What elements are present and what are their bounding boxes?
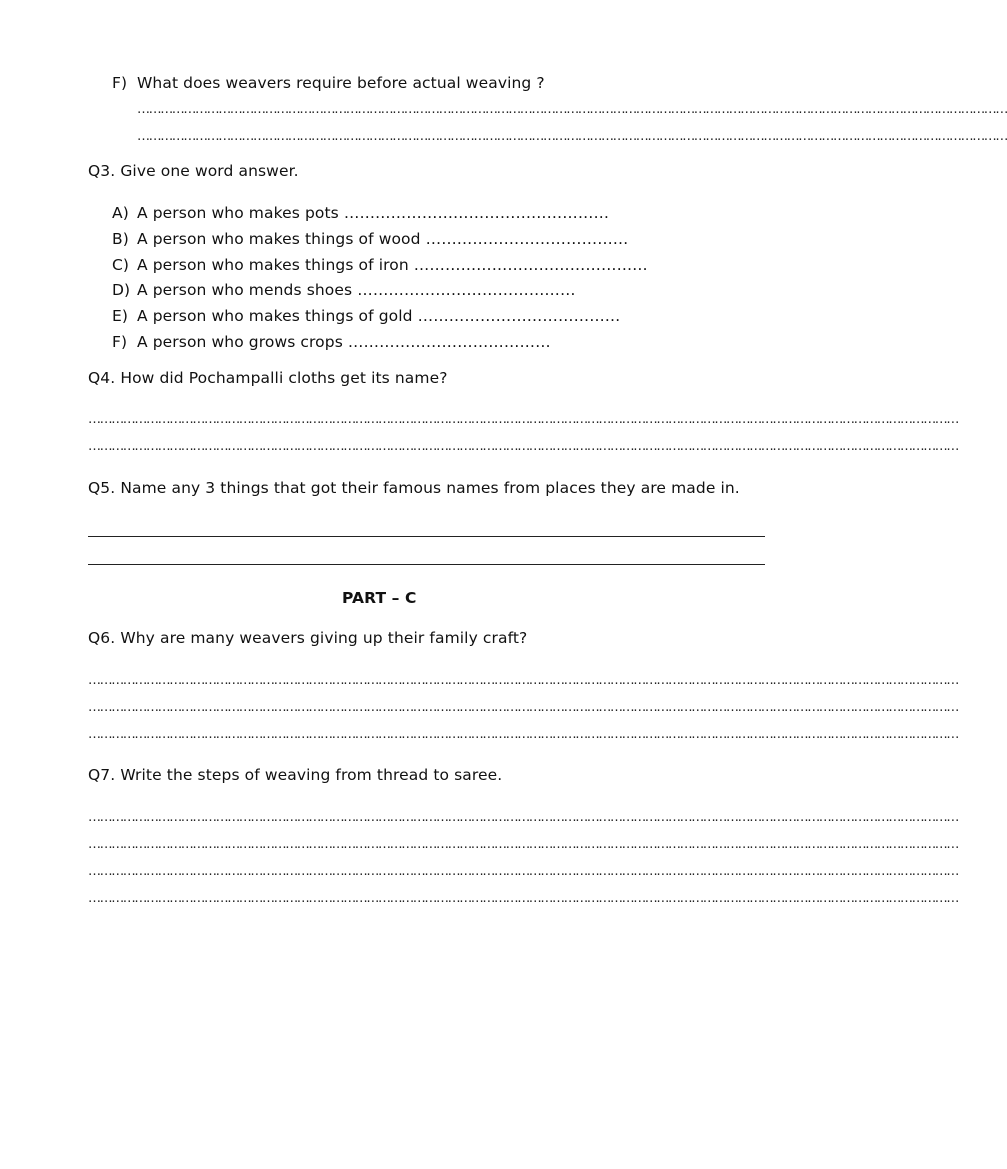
q7-title: Q7. Write the steps of weaving from thread to saree. <box>88 766 503 784</box>
q2f-label: F) <box>112 74 128 92</box>
q5-answer-line-1[interactable] <box>88 536 765 537</box>
q3-item-label: F) <box>112 333 128 351</box>
q5-answer-line-2[interactable] <box>88 564 765 565</box>
q4-answer-line-1[interactable]: ……………………………………………………………………………………………………………………………………………………………………………………………………… <box>88 412 959 427</box>
q3-item-text[interactable]: A person who grows crops ………………………………… <box>137 333 551 351</box>
q3-item-label: E) <box>112 307 129 325</box>
q3-item-text[interactable]: A person who makes things of wood ………………………………… <box>137 230 629 248</box>
q6-title: Q6. Why are many weavers giving up their family craft? <box>88 629 528 647</box>
q3-item-text[interactable]: A person who makes things of iron ……………………………………… <box>137 256 648 274</box>
q3-item-text[interactable]: A person who makes pots …………………………………………… <box>137 204 610 222</box>
q3-item-label: C) <box>112 256 130 274</box>
q3-title: Q3. Give one word answer. <box>88 162 299 180</box>
q3-item-label: D) <box>112 281 131 299</box>
q4-answer-line-2[interactable]: ……………………………………………………………………………………………………………………………………………………………………………………………………… <box>88 439 959 454</box>
q2f-answer-line-2[interactable]: ……………………………………………………………………………………………………………………………………………………………………………………………………… <box>137 129 1007 144</box>
part-c-heading: PART – C <box>342 589 417 607</box>
q6-answer-line-3[interactable]: ……………………………………………………………………………………………………………………………………………………………………………………………………… <box>88 727 959 742</box>
q7-answer-line-2[interactable]: ……………………………………………………………………………………………………………………………………………………………………………………………………… <box>88 837 959 852</box>
q7-answer-line-4[interactable]: ……………………………………………………………………………………………………………………………………………………………………………………………………… <box>88 891 959 906</box>
q6-answer-line-1[interactable]: ……………………………………………………………………………………………………………………………………………………………………………………………………… <box>88 673 959 688</box>
q7-answer-line-1[interactable]: ……………………………………………………………………………………………………………………………………………………………………………………………………… <box>88 810 959 825</box>
q3-item-label: B) <box>112 230 129 248</box>
q2f-answer-line-1[interactable]: ……………………………………………………………………………………………………………………………………………………………………………………………………… <box>137 102 1007 117</box>
q4-title: Q4. How did Pochampalli cloths get its name? <box>88 369 448 387</box>
q6-answer-line-2[interactable]: ……………………………………………………………………………………………………………………………………………………………………………………………………… <box>88 700 959 715</box>
q5-title: Q5. Name any 3 things that got their famous names from places they are made in. <box>88 479 740 497</box>
q2f-question: What does weavers require before actual weaving ? <box>137 74 545 92</box>
q3-item-text[interactable]: A person who mends shoes …………………………………… <box>137 281 576 299</box>
q7-answer-line-3[interactable]: ……………………………………………………………………………………………………………………………………………………………………………………………………… <box>88 864 959 879</box>
q3-item-text[interactable]: A person who makes things of gold ………………………………… <box>137 307 621 325</box>
q3-item-label: A) <box>112 204 129 222</box>
